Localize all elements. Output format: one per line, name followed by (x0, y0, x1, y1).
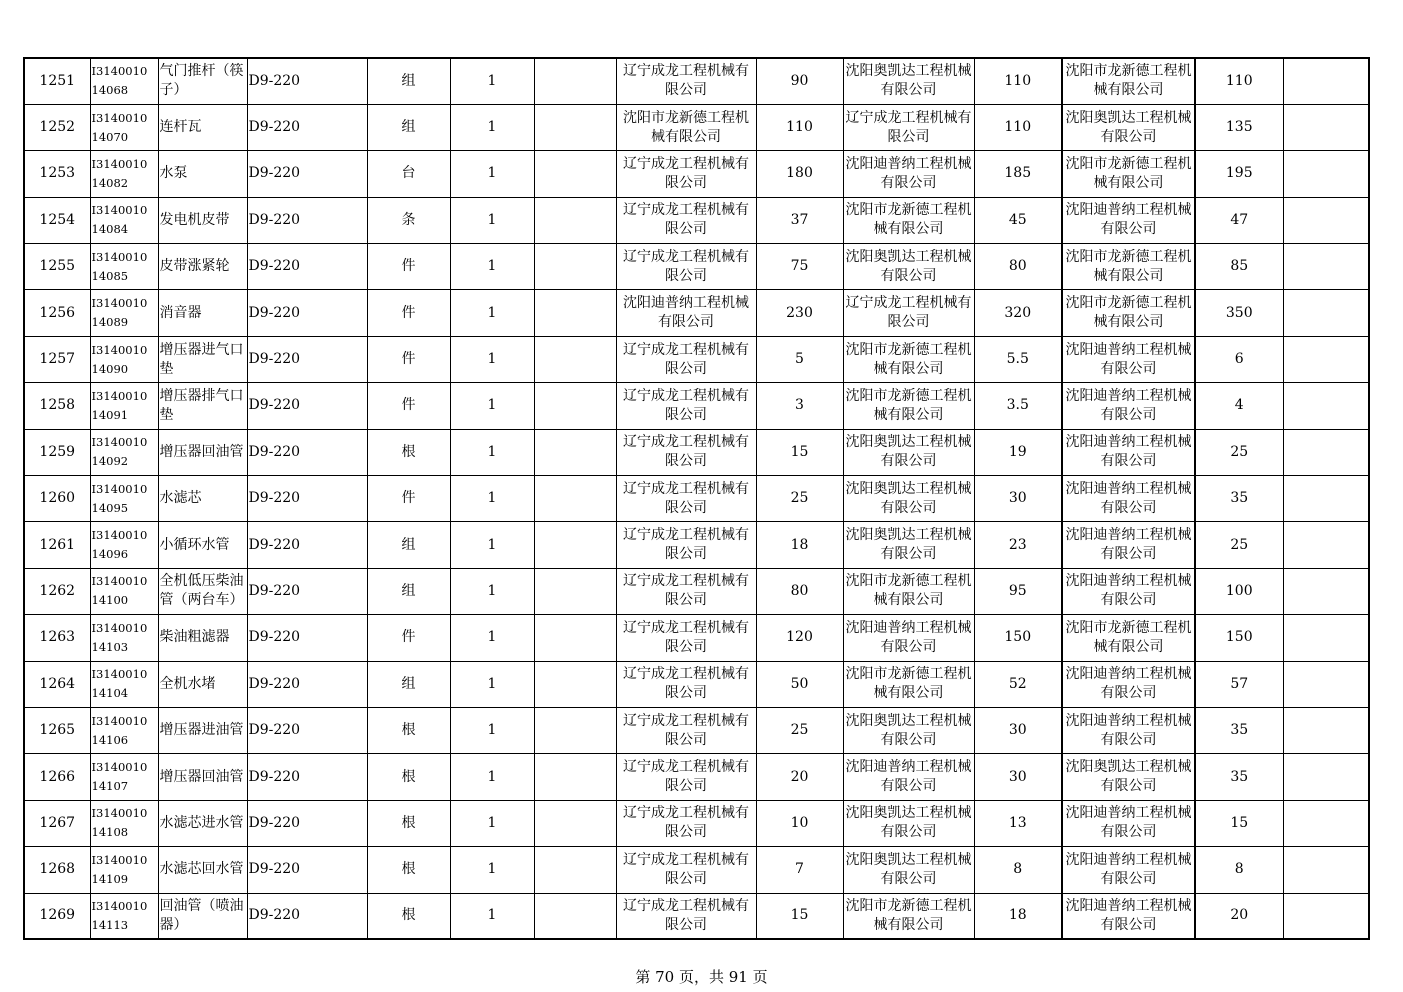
price-2-cell: 110 (974, 58, 1062, 104)
blank-cell (534, 429, 616, 475)
price-2-cell: 18 (974, 893, 1062, 939)
unit-cell: 根 (367, 893, 450, 939)
price-comparison-table (23, 57, 1370, 940)
row-number-cell: 1260 (24, 476, 90, 522)
row-number-cell: 1268 (24, 847, 90, 893)
price-1-cell: 5 (756, 336, 843, 382)
material-code-cell: I3140010 14085 (90, 244, 158, 290)
quantity-cell: 1 (450, 151, 534, 197)
quantity-cell: 1 (450, 336, 534, 382)
material-code-cell: I3140010 14109 (90, 847, 158, 893)
blank-cell (534, 336, 616, 382)
price-3-cell: 100 (1195, 568, 1283, 614)
supplier-3-cell: 沈阳迪普纳工程机械有限公司 (1062, 383, 1195, 429)
supplier-1-cell: 辽宁成龙工程机械有限公司 (616, 615, 756, 661)
part-name-cell: 增压器回油管 (158, 754, 247, 800)
price-2-cell: 8 (974, 847, 1062, 893)
price-3-cell: 35 (1195, 707, 1283, 753)
price-2-cell: 320 (974, 290, 1062, 336)
price-3-cell: 25 (1195, 522, 1283, 568)
unit-cell: 件 (367, 476, 450, 522)
price-1-cell: 18 (756, 522, 843, 568)
material-code-cell: I3140010 14082 (90, 151, 158, 197)
quantity-cell: 1 (450, 244, 534, 290)
price-1-cell: 75 (756, 244, 843, 290)
supplier-3-cell: 沈阳市龙新德工程机械有限公司 (1062, 244, 1195, 290)
price-1-cell: 25 (756, 476, 843, 522)
row-number-cell: 1256 (24, 290, 90, 336)
extra-cell (1283, 754, 1369, 800)
supplier-3-cell: 沈阳市龙新德工程机械有限公司 (1062, 58, 1195, 104)
price-2-cell: 5.5 (974, 336, 1062, 382)
material-code-cell: I3140010 14096 (90, 522, 158, 568)
price-3-cell: 195 (1195, 151, 1283, 197)
material-code-cell: I3140010 14068 (90, 58, 158, 104)
part-name-cell: 气门推杆（筷子） (158, 58, 247, 104)
material-code-cell: I3140010 14095 (90, 476, 158, 522)
model-cell: D9-220 (247, 197, 367, 243)
supplier-1-cell: 辽宁成龙工程机械有限公司 (616, 847, 756, 893)
quantity-cell: 1 (450, 893, 534, 939)
table-row (24, 197, 1369, 243)
part-name-cell: 增压器回油管 (158, 429, 247, 475)
unit-cell: 根 (367, 754, 450, 800)
model-cell: D9-220 (247, 568, 367, 614)
table-row (24, 615, 1369, 661)
supplier-2-cell: 沈阳奥凯达工程机械有限公司 (843, 847, 974, 893)
price-1-cell: 15 (756, 429, 843, 475)
extra-cell (1283, 429, 1369, 475)
row-number-cell: 1261 (24, 522, 90, 568)
quantity-cell: 1 (450, 615, 534, 661)
supplier-1-cell: 辽宁成龙工程机械有限公司 (616, 244, 756, 290)
supplier-3-cell: 沈阳奥凯达工程机械有限公司 (1062, 104, 1195, 150)
part-name-cell: 柴油粗滤器 (158, 615, 247, 661)
unit-cell: 件 (367, 290, 450, 336)
price-3-cell: 135 (1195, 104, 1283, 150)
table-row (24, 661, 1369, 707)
supplier-3-cell: 沈阳迪普纳工程机械有限公司 (1062, 847, 1195, 893)
material-code-cell: I3140010 14070 (90, 104, 158, 150)
price-2-cell: 52 (974, 661, 1062, 707)
model-cell: D9-220 (247, 383, 367, 429)
supplier-2-cell: 沈阳奥凯达工程机械有限公司 (843, 800, 974, 846)
supplier-2-cell: 沈阳迪普纳工程机械有限公司 (843, 754, 974, 800)
price-1-cell: 50 (756, 661, 843, 707)
quantity-cell: 1 (450, 754, 534, 800)
supplier-1-cell: 辽宁成龙工程机械有限公司 (616, 800, 756, 846)
price-3-cell: 8 (1195, 847, 1283, 893)
model-cell: D9-220 (247, 476, 367, 522)
price-1-cell: 80 (756, 568, 843, 614)
blank-cell (534, 707, 616, 753)
model-cell: D9-220 (247, 522, 367, 568)
supplier-2-cell: 沈阳奥凯达工程机械有限公司 (843, 58, 974, 104)
model-cell: D9-220 (247, 104, 367, 150)
extra-cell (1283, 615, 1369, 661)
supplier-3-cell: 沈阳迪普纳工程机械有限公司 (1062, 429, 1195, 475)
price-2-cell: 3.5 (974, 383, 1062, 429)
supplier-2-cell: 沈阳迪普纳工程机械有限公司 (843, 615, 974, 661)
part-name-cell: 发电机皮带 (158, 197, 247, 243)
supplier-3-cell: 沈阳迪普纳工程机械有限公司 (1062, 336, 1195, 382)
model-cell: D9-220 (247, 336, 367, 382)
table-row (24, 429, 1369, 475)
model-cell: D9-220 (247, 847, 367, 893)
unit-cell: 根 (367, 707, 450, 753)
supplier-1-cell: 辽宁成龙工程机械有限公司 (616, 429, 756, 475)
price-3-cell: 4 (1195, 383, 1283, 429)
row-number-cell: 1253 (24, 151, 90, 197)
unit-cell: 组 (367, 568, 450, 614)
blank-cell (534, 104, 616, 150)
supplier-1-cell: 辽宁成龙工程机械有限公司 (616, 893, 756, 939)
supplier-2-cell: 沈阳市龙新德工程机械有限公司 (843, 197, 974, 243)
row-number-cell: 1257 (24, 336, 90, 382)
price-3-cell: 6 (1195, 336, 1283, 382)
quantity-cell: 1 (450, 476, 534, 522)
material-code-cell: I3140010 14113 (90, 893, 158, 939)
material-code-cell: I3140010 14090 (90, 336, 158, 382)
table-row (24, 476, 1369, 522)
quantity-cell: 1 (450, 661, 534, 707)
price-3-cell: 47 (1195, 197, 1283, 243)
quantity-cell: 1 (450, 847, 534, 893)
extra-cell (1283, 893, 1369, 939)
quantity-cell: 1 (450, 290, 534, 336)
price-2-cell: 45 (974, 197, 1062, 243)
price-2-cell: 30 (974, 754, 1062, 800)
supplier-3-cell: 沈阳市龙新德工程机械有限公司 (1062, 290, 1195, 336)
supplier-3-cell: 沈阳迪普纳工程机械有限公司 (1062, 568, 1195, 614)
price-1-cell: 230 (756, 290, 843, 336)
price-2-cell: 30 (974, 707, 1062, 753)
unit-cell: 件 (367, 244, 450, 290)
table-row (24, 800, 1369, 846)
supplier-2-cell: 沈阳市龙新德工程机械有限公司 (843, 893, 974, 939)
supplier-1-cell: 沈阳市龙新德工程机械有限公司 (616, 104, 756, 150)
price-1-cell: 110 (756, 104, 843, 150)
supplier-1-cell: 辽宁成龙工程机械有限公司 (616, 661, 756, 707)
price-2-cell: 23 (974, 522, 1062, 568)
unit-cell: 组 (367, 104, 450, 150)
price-3-cell: 25 (1195, 429, 1283, 475)
extra-cell (1283, 336, 1369, 382)
unit-cell: 组 (367, 661, 450, 707)
extra-cell (1283, 800, 1369, 846)
blank-cell (534, 615, 616, 661)
model-cell: D9-220 (247, 707, 367, 753)
supplier-1-cell: 辽宁成龙工程机械有限公司 (616, 707, 756, 753)
quantity-cell: 1 (450, 383, 534, 429)
row-number-cell: 1255 (24, 244, 90, 290)
extra-cell (1283, 522, 1369, 568)
price-2-cell: 19 (974, 429, 1062, 475)
unit-cell: 组 (367, 522, 450, 568)
supplier-3-cell: 沈阳市龙新德工程机械有限公司 (1062, 615, 1195, 661)
supplier-1-cell: 辽宁成龙工程机械有限公司 (616, 336, 756, 382)
supplier-1-cell: 辽宁成龙工程机械有限公司 (616, 151, 756, 197)
unit-cell: 件 (367, 383, 450, 429)
table-row (24, 707, 1369, 753)
supplier-2-cell: 沈阳市龙新德工程机械有限公司 (843, 336, 974, 382)
supplier-1-cell: 辽宁成龙工程机械有限公司 (616, 754, 756, 800)
model-cell: D9-220 (247, 58, 367, 104)
blank-cell (534, 568, 616, 614)
extra-cell (1283, 290, 1369, 336)
price-2-cell: 110 (974, 104, 1062, 150)
price-2-cell: 80 (974, 244, 1062, 290)
supplier-2-cell: 沈阳市龙新德工程机械有限公司 (843, 661, 974, 707)
price-1-cell: 20 (756, 754, 843, 800)
supplier-2-cell: 辽宁成龙工程机械有限公司 (843, 290, 974, 336)
price-2-cell: 95 (974, 568, 1062, 614)
extra-cell (1283, 383, 1369, 429)
price-1-cell: 15 (756, 893, 843, 939)
part-name-cell: 增压器进油管 (158, 707, 247, 753)
row-number-cell: 1266 (24, 754, 90, 800)
material-code-cell: I3140010 14104 (90, 661, 158, 707)
supplier-2-cell: 沈阳奥凯达工程机械有限公司 (843, 522, 974, 568)
unit-cell: 根 (367, 847, 450, 893)
supplier-3-cell: 沈阳迪普纳工程机械有限公司 (1062, 476, 1195, 522)
unit-cell: 组 (367, 58, 450, 104)
extra-cell (1283, 151, 1369, 197)
quantity-cell: 1 (450, 522, 534, 568)
unit-cell: 台 (367, 151, 450, 197)
model-cell: D9-220 (247, 244, 367, 290)
supplier-2-cell: 沈阳市龙新德工程机械有限公司 (843, 568, 974, 614)
supplier-3-cell: 沈阳奥凯达工程机械有限公司 (1062, 754, 1195, 800)
price-3-cell: 85 (1195, 244, 1283, 290)
price-3-cell: 350 (1195, 290, 1283, 336)
row-number-cell: 1252 (24, 104, 90, 150)
part-name-cell: 小循环水管 (158, 522, 247, 568)
row-number-cell: 1259 (24, 429, 90, 475)
part-name-cell: 水滤芯 (158, 476, 247, 522)
blank-cell (534, 290, 616, 336)
unit-cell: 根 (367, 800, 450, 846)
part-name-cell: 回油管（喷油器） (158, 893, 247, 939)
table-row (24, 58, 1369, 104)
blank-cell (534, 244, 616, 290)
quantity-cell: 1 (450, 707, 534, 753)
row-number-cell: 1264 (24, 661, 90, 707)
extra-cell (1283, 244, 1369, 290)
price-3-cell: 35 (1195, 476, 1283, 522)
model-cell: D9-220 (247, 290, 367, 336)
supplier-2-cell: 辽宁成龙工程机械有限公司 (843, 104, 974, 150)
model-cell: D9-220 (247, 893, 367, 939)
supplier-3-cell: 沈阳市龙新德工程机械有限公司 (1062, 151, 1195, 197)
row-number-cell: 1269 (24, 893, 90, 939)
supplier-1-cell: 辽宁成龙工程机械有限公司 (616, 383, 756, 429)
price-1-cell: 90 (756, 58, 843, 104)
part-name-cell: 皮带涨紧轮 (158, 244, 247, 290)
extra-cell (1283, 476, 1369, 522)
price-1-cell: 25 (756, 707, 843, 753)
quantity-cell: 1 (450, 568, 534, 614)
extra-cell (1283, 104, 1369, 150)
quantity-cell: 1 (450, 58, 534, 104)
blank-cell (534, 383, 616, 429)
table-row (24, 893, 1369, 939)
material-code-cell: I3140010 14084 (90, 197, 158, 243)
material-code-cell: I3140010 14103 (90, 615, 158, 661)
row-number-cell: 1265 (24, 707, 90, 753)
table-row (24, 336, 1369, 382)
supplier-1-cell: 辽宁成龙工程机械有限公司 (616, 197, 756, 243)
model-cell: D9-220 (247, 615, 367, 661)
price-2-cell: 30 (974, 476, 1062, 522)
price-1-cell: 37 (756, 197, 843, 243)
extra-cell (1283, 661, 1369, 707)
part-name-cell: 水滤芯回水管 (158, 847, 247, 893)
table-body (24, 58, 1369, 939)
quantity-cell: 1 (450, 800, 534, 846)
supplier-1-cell: 辽宁成龙工程机械有限公司 (616, 522, 756, 568)
price-3-cell: 150 (1195, 615, 1283, 661)
supplier-3-cell: 沈阳迪普纳工程机械有限公司 (1062, 197, 1195, 243)
supplier-1-cell: 辽宁成龙工程机械有限公司 (616, 568, 756, 614)
part-name-cell: 全机水堵 (158, 661, 247, 707)
supplier-3-cell: 沈阳迪普纳工程机械有限公司 (1062, 800, 1195, 846)
part-name-cell: 水滤芯进水管 (158, 800, 247, 846)
blank-cell (534, 476, 616, 522)
blank-cell (534, 522, 616, 568)
quantity-cell: 1 (450, 197, 534, 243)
unit-cell: 条 (367, 197, 450, 243)
part-name-cell: 增压器排气口垫 (158, 383, 247, 429)
model-cell: D9-220 (247, 151, 367, 197)
price-1-cell: 7 (756, 847, 843, 893)
part-name-cell: 连杆瓦 (158, 104, 247, 150)
price-2-cell: 185 (974, 151, 1062, 197)
material-code-cell: I3140010 14092 (90, 429, 158, 475)
blank-cell (534, 847, 616, 893)
extra-cell (1283, 847, 1369, 893)
extra-cell (1283, 707, 1369, 753)
price-2-cell: 13 (974, 800, 1062, 846)
material-code-cell: I3140010 14100 (90, 568, 158, 614)
price-2-cell: 150 (974, 615, 1062, 661)
table-row (24, 754, 1369, 800)
price-3-cell: 35 (1195, 754, 1283, 800)
blank-cell (534, 58, 616, 104)
supplier-2-cell: 沈阳迪普纳工程机械有限公司 (843, 151, 974, 197)
supplier-1-cell: 沈阳迪普纳工程机械有限公司 (616, 290, 756, 336)
model-cell: D9-220 (247, 429, 367, 475)
blank-cell (534, 151, 616, 197)
row-number-cell: 1258 (24, 383, 90, 429)
price-3-cell: 57 (1195, 661, 1283, 707)
unit-cell: 根 (367, 429, 450, 475)
row-number-cell: 1251 (24, 58, 90, 104)
material-code-cell: I3140010 14108 (90, 800, 158, 846)
model-cell: D9-220 (247, 661, 367, 707)
price-1-cell: 3 (756, 383, 843, 429)
supplier-2-cell: 沈阳奥凯达工程机械有限公司 (843, 244, 974, 290)
part-name-cell: 消音器 (158, 290, 247, 336)
extra-cell (1283, 197, 1369, 243)
quantity-cell: 1 (450, 429, 534, 475)
supplier-2-cell: 沈阳奥凯达工程机械有限公司 (843, 707, 974, 753)
extra-cell (1283, 58, 1369, 104)
row-number-cell: 1262 (24, 568, 90, 614)
price-3-cell: 110 (1195, 58, 1283, 104)
supplier-3-cell: 沈阳迪普纳工程机械有限公司 (1062, 522, 1195, 568)
price-1-cell: 120 (756, 615, 843, 661)
blank-cell (534, 197, 616, 243)
blank-cell (534, 893, 616, 939)
supplier-1-cell: 辽宁成龙工程机械有限公司 (616, 58, 756, 104)
supplier-2-cell: 沈阳市龙新德工程机械有限公司 (843, 383, 974, 429)
table-row (24, 522, 1369, 568)
model-cell: D9-220 (247, 800, 367, 846)
extra-cell (1283, 568, 1369, 614)
table-row (24, 290, 1369, 336)
table-row (24, 244, 1369, 290)
page-number-label: 第 70 页，共 91 页 (635, 968, 768, 986)
material-code-cell: I3140010 14107 (90, 754, 158, 800)
model-cell: D9-220 (247, 754, 367, 800)
price-1-cell: 10 (756, 800, 843, 846)
row-number-cell: 1263 (24, 615, 90, 661)
blank-cell (534, 754, 616, 800)
table-row (24, 383, 1369, 429)
table-row (24, 847, 1369, 893)
quantity-cell: 1 (450, 104, 534, 150)
price-1-cell: 180 (756, 151, 843, 197)
unit-cell: 件 (367, 336, 450, 382)
material-code-cell: I3140010 14106 (90, 707, 158, 753)
supplier-1-cell: 辽宁成龙工程机械有限公司 (616, 476, 756, 522)
price-3-cell: 15 (1195, 800, 1283, 846)
blank-cell (534, 661, 616, 707)
material-code-cell: I3140010 14091 (90, 383, 158, 429)
part-name-cell: 增压器进气口垫 (158, 336, 247, 382)
row-number-cell: 1267 (24, 800, 90, 846)
blank-cell (534, 800, 616, 846)
material-code-cell: I3140010 14089 (90, 290, 158, 336)
price-3-cell: 20 (1195, 893, 1283, 939)
page-footer (0, 966, 1403, 987)
table-row (24, 104, 1369, 150)
supplier-3-cell: 沈阳迪普纳工程机械有限公司 (1062, 707, 1195, 753)
part-name-cell: 水泵 (158, 151, 247, 197)
row-number-cell: 1254 (24, 197, 90, 243)
part-name-cell: 全机低压柴油管（两台车） (158, 568, 247, 614)
supplier-2-cell: 沈阳奥凯达工程机械有限公司 (843, 429, 974, 475)
unit-cell: 件 (367, 615, 450, 661)
table-row (24, 151, 1369, 197)
supplier-2-cell: 沈阳奥凯达工程机械有限公司 (843, 476, 974, 522)
supplier-3-cell: 沈阳迪普纳工程机械有限公司 (1062, 893, 1195, 939)
supplier-3-cell: 沈阳迪普纳工程机械有限公司 (1062, 661, 1195, 707)
table-row (24, 568, 1369, 614)
